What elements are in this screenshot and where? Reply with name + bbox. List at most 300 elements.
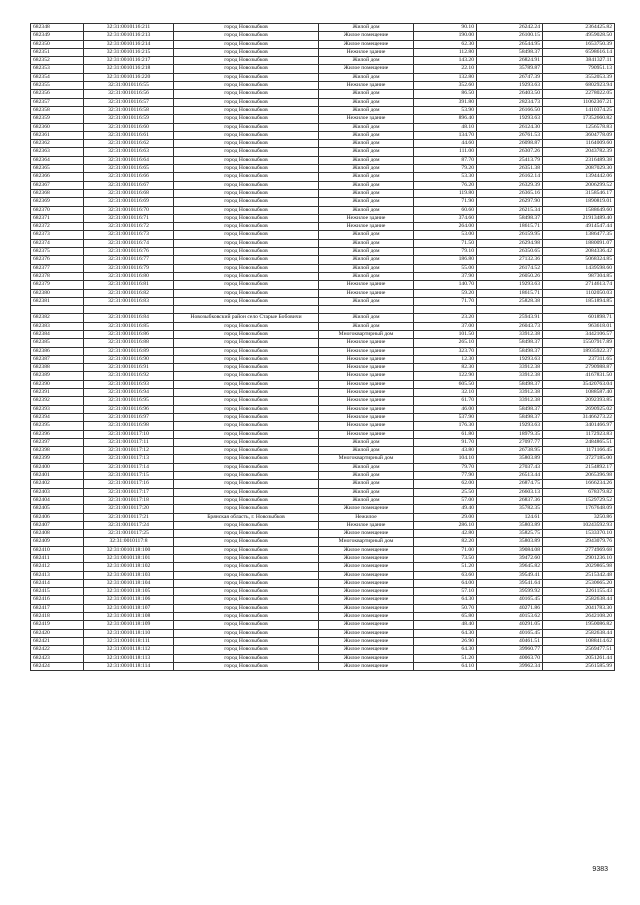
table-row [31,256,615,264]
table-cell: 55.00 [414,264,477,272]
table-cell: город Новозыбков [174,530,319,538]
table-cell: Нежилое здание [319,521,414,529]
table-cell: 682353 [31,65,84,73]
table-cell: 682424 [31,662,84,670]
table-cell: 682372 [31,223,84,231]
table-cell: 2041783.30 [543,604,615,612]
table-cell: город Новозыбков [174,32,319,40]
table-cell: 87.70 [414,156,477,164]
table-cell: 77.90 [414,472,477,480]
table-cell: город Новозыбков [174,239,319,247]
table-cell: 32:31:0010118:114 [84,662,174,670]
table-cell: город Новозыбков [174,604,319,612]
table-row [31,405,615,413]
table-cell: 3552053.39 [543,73,615,81]
table-cell: 682362 [31,140,84,148]
table-row [31,165,615,173]
table-cell: 32:31:0010116:67 [84,181,174,189]
table-cell: 3401466.97 [543,422,615,430]
table-cell: 678379.82 [543,488,615,496]
table-cell: Нежилое здание [319,422,414,430]
table-cell: город Новозыбков [174,256,319,264]
table-cell: 18615.71 [477,289,543,297]
table-row [31,413,615,421]
table-cell: 32:31:0010116:96 [84,405,174,413]
table-row [31,372,615,380]
table-cell: 32:31:0010116:62 [84,140,174,148]
table-cell: 4167831.50 [543,372,615,380]
table-cell: 2530665.20 [543,579,615,587]
table-cell: 682420 [31,629,84,637]
table-cell: Жилой дом [319,57,414,65]
table-cell: 44.60 [414,140,477,148]
table-cell: 26050.26 [477,272,543,280]
table-cell: Жилой дом [319,123,414,131]
table-cell: город Новозыбков [174,214,319,222]
table-cell: 26215.34 [477,206,543,214]
table-cell: 32:31:0010117:24 [84,521,174,529]
table-cell: 26761.53 [477,131,543,139]
table-cell: 682402 [31,480,84,488]
table-cell: 31466273.22 [543,413,615,421]
table-cell: город Новозыбков [174,629,319,637]
table-cell: 682407 [31,521,84,529]
table-row [31,571,615,579]
table-cell: 32:31:0010118:108 [84,613,174,621]
table-row [31,438,615,446]
table-cell: 23.20 [414,314,477,322]
table-cell: 1088587.40 [543,389,615,397]
table-cell: 391.80 [414,98,477,106]
table-cell: 32:31:0010117:12 [84,447,174,455]
table-cell: 682413 [31,571,84,579]
table-cell: 3841327.11 [543,57,615,65]
table-cell: 61.80 [414,430,477,438]
table-cell: 26307.26 [477,148,543,156]
table-cell: 51.20 [414,563,477,571]
table-body [31,24,615,671]
table-row [31,231,615,239]
table-cell: 682409 [31,538,84,546]
table-cell: город Новозыбков [174,380,319,388]
table-row [31,604,615,612]
table-cell: 32:31:0010117:20 [84,505,174,513]
table-cell: 26242.24 [477,24,543,32]
table-cell: 82.20 [414,538,477,546]
table-cell: Нежилое здание [319,289,414,297]
table-row [31,455,615,463]
table-row [31,148,615,156]
table-cell: Жилое помещение [319,563,414,571]
table-cell: 3158546.17 [543,189,615,197]
table-cell: 64.10 [414,662,477,670]
table-cell: 32:31:0010116:90 [84,355,174,363]
table-cell: город Новозыбков [174,65,319,73]
table-cell: Нежилое здание [319,115,414,123]
table-cell: 25413.79 [477,156,543,164]
table-cell: 79.70 [414,463,477,471]
table-cell: город Новозыбков [174,322,319,330]
table-cell: 60.60 [414,206,477,214]
table-row [31,596,615,604]
table-cell: Жилой дом [319,148,414,156]
table-cell: город Новозыбков [174,165,319,173]
table-cell: 132.80 [414,73,477,81]
table-row [31,73,615,81]
table-cell: 86.50 [414,90,477,98]
table-cell: 32:31:0010117:17 [84,488,174,496]
table-row [31,505,615,513]
table-cell: 682385 [31,339,84,347]
table-cell: 32:31:0010117:21 [84,513,174,521]
table-row [31,347,615,355]
table-cell: 32:31:0010118:103 [84,571,174,579]
table-cell: 1890819.01 [543,198,615,206]
table-cell: 35803.89 [477,455,543,463]
table-cell: 26.90 [414,637,477,645]
table-cell: Жилой дом [319,264,414,272]
table-cell [319,306,414,314]
table-cell: 32:31:0010117:11 [84,438,174,446]
table-cell: 682418 [31,613,84,621]
table-cell: 58498.37 [477,380,543,388]
table-cell: город Новозыбков [174,563,319,571]
table-row [31,90,615,98]
table-cell: 71.50 [414,239,477,247]
table-row [31,447,615,455]
table-row [31,131,615,139]
table-cell: 32:31:0010116:88 [84,339,174,347]
table-cell: 57.10 [414,588,477,596]
table-cell: 682377 [31,264,84,272]
table-cell: 122.90 [414,372,477,380]
table-cell: 682354 [31,73,84,81]
table-cell: 26162.14 [477,173,543,181]
table-cell: город Новозыбков [174,455,319,463]
table-cell: 32:31:0010116:83 [84,297,174,305]
table-cell: город Новозыбков [174,98,319,106]
table-row [31,538,615,546]
table-cell: город Новозыбков [174,397,319,405]
table-cell: Жилое помещение [319,555,414,563]
table-row [31,306,615,314]
table-cell: 2261155.43 [543,588,615,596]
table-cell: 26098.87 [477,140,543,148]
table-cell: город Новозыбков [174,156,319,164]
table-cell: город Новозыбков [174,372,319,380]
table-row [31,496,615,504]
table-cell: 682379 [31,281,84,289]
table-row [31,272,615,280]
table-cell: 26100.15 [477,32,543,40]
table-row [31,662,615,670]
table-cell: Нежилое здание [319,380,414,388]
table-cell: 32:31:0010116:82 [84,289,174,297]
table-cell: Нежилое здание [319,223,414,231]
table-cell: город Новозыбков [174,206,319,214]
table-cell: город Новозыбков [174,463,319,471]
table-cell: Жилой дом [319,297,414,305]
table-cell: 32:31:0010116:55 [84,82,174,90]
table-cell: 1666234.26 [543,480,615,488]
table-cell: 682403 [31,488,84,496]
table-cell: 71.70 [414,297,477,305]
table-cell: город Новозыбков [174,106,319,114]
table-cell: 1256578.83 [543,123,615,131]
table-cell: город Новозыбков [174,496,319,504]
table-cell: 2364425.82 [543,24,615,32]
table-cell: 26403.50 [477,90,543,98]
document-page [30,23,612,671]
table-cell: 682417 [31,604,84,612]
table-cell: 4959028.50 [543,32,615,40]
table-cell: 33912.38 [477,364,543,372]
table-cell: Жилой дом [319,156,414,164]
table-cell: 32:31:0010116:95 [84,397,174,405]
table-cell: 37.00 [414,322,477,330]
table-cell: 111.00 [414,148,477,156]
table-cell: город Новозыбков [174,389,319,397]
table-cell: 32:31:0010116:60 [84,123,174,131]
table-cell: 2582638.44 [543,596,615,604]
table-cell: город Новозыбков [174,438,319,446]
table-cell: 26043.73 [477,322,543,330]
table-cell: 682408 [31,530,84,538]
table-row [31,82,615,90]
table-cell: Жилой дом [319,272,414,280]
table-cell: 32:31:0010116:211 [84,24,174,32]
table-row [31,397,615,405]
table-cell: 35825.75 [477,530,543,538]
table-cell: 22.10 [414,65,477,73]
table-cell: 35803.89 [477,538,543,546]
table-cell: 682399 [31,455,84,463]
table-cell: город Новозыбков [174,447,319,455]
table-cell: Жилое помещение [319,613,414,621]
table-cell: 1102050.03 [543,289,615,297]
table-cell: Жилой дом [319,322,414,330]
table-cell: город Новозыбков [174,546,319,554]
table-cell: 35782.35 [477,505,543,513]
table-cell: 1088414.62 [543,637,615,645]
table-row [31,637,615,645]
table-row [31,181,615,189]
table-cell: город Новозыбков [174,90,319,98]
table-cell [84,306,174,314]
table-cell: 26513.44 [477,472,543,480]
table-cell: город Новозыбков [174,662,319,670]
table-cell: 43.80 [414,447,477,455]
table-cell: 32:31:0010116:214 [84,40,174,48]
table-cell: 19293.63 [477,82,543,90]
table-cell: 682404 [31,496,84,504]
table-cell: 1172923.83 [543,430,615,438]
table-cell: Жилое помещение [319,604,414,612]
table-cell: 71.90 [414,198,477,206]
table-cell: 32:31:0010116:74 [84,239,174,247]
table-cell: 58498.37 [477,48,543,56]
table-cell: 3727185.00 [543,455,615,463]
table-cell: 104.10 [414,455,477,463]
table-cell: 1394442.06 [543,173,615,181]
table-cell: 12.30 [414,355,477,363]
table-row [31,646,615,654]
table-cell: Жилой дом [319,472,414,480]
table-cell: 682365 [31,165,84,173]
table-cell: 682401 [31,472,84,480]
table-cell: Жилое помещение [319,646,414,654]
table-cell: 48.40 [414,621,477,629]
table-cell: 39549.41 [477,571,543,579]
table-cell: 33912.38 [477,389,543,397]
table-cell: 682398 [31,447,84,455]
table-cell: 27037.43 [477,463,543,471]
table-cell: Жилой дом [319,480,414,488]
table-cell: 682410 [31,546,84,554]
table-cell: 101.50 [414,330,477,338]
table-cell: 1164009.60 [543,140,615,148]
table-cell [414,306,477,314]
table-cell: 2901236.10 [543,555,615,563]
table-cell: 32:31:0010116:70 [84,206,174,214]
table-cell: город Новозыбков [174,637,319,645]
table-cell: город Новозыбков [174,488,319,496]
table-cell: Жилой дом [319,488,414,496]
table-cell: город Новозыбков [174,272,319,280]
table-cell: Нежилое здание [319,48,414,56]
table-cell: 40461.51 [477,637,543,645]
table-cell: 265.10 [414,339,477,347]
table-cell: город Новозыбков [174,505,319,513]
table-cell: 5068324.85 [543,256,615,264]
table-cell: 32:31:0010116:94 [84,389,174,397]
table-cell: Жилой дом [319,90,414,98]
table-cell: 62.00 [414,480,477,488]
table-cell: 2316489.38 [543,156,615,164]
table-row [31,430,615,438]
table-cell: 682392 [31,397,84,405]
table-cell: город Новозыбков [174,123,319,131]
table-cell: 1767648.09 [543,505,615,513]
table-cell: 46.00 [414,405,477,413]
table-cell: город Новозыбков [174,24,319,32]
table-row [31,629,615,637]
table-cell: Жилой дом [319,248,414,256]
table-cell: 18979.35 [477,430,543,438]
table-cell: Жилой дом [319,314,414,322]
table-cell: город Новозыбков [174,571,319,579]
table-cell: 682388 [31,364,84,372]
table-cell: 682378 [31,272,84,280]
table-row [31,48,615,56]
table-cell: 682364 [31,156,84,164]
table-cell: 896.40 [414,115,477,123]
table-cell: 32:31:0010118:100 [84,546,174,554]
table-cell: 2790988.87 [543,364,615,372]
table-cell: Жилой дом [319,165,414,173]
table-cell: 682396 [31,430,84,438]
table-row [31,65,615,73]
table-cell: город Новозыбков [174,173,319,181]
table-cell: 682358 [31,106,84,114]
table-cell: Жилой дом [319,463,414,471]
table-cell: 32:31:0010116:59 [84,115,174,123]
table-cell: 32:31:0010116:66 [84,173,174,181]
table-cell: 32:31:0010116:85 [84,322,174,330]
table-cell: 682400 [31,463,84,471]
table-cell: Нежилое здание [319,397,414,405]
table-cell: 18935922.37 [543,347,615,355]
table-cell: 32:31:0010116:91 [84,364,174,372]
table-cell: 40165.45 [477,596,543,604]
table-cell: 32:31:0010118:102 [84,563,174,571]
table-cell: 1880091.07 [543,239,615,247]
table-cell: город Новозыбков [174,40,319,48]
table-row [31,198,615,206]
table-cell: Новозыбковский район село Старые Бобовичи [174,314,319,322]
table-cell: 32:31:0010116:79 [84,264,174,272]
table-cell: 2154892.17 [543,463,615,471]
table-cell: Жилое помещение [319,571,414,579]
table-cell: город Новозыбков [174,140,319,148]
table-cell: Жилой дом [319,106,414,114]
table-cell: 25943.91 [477,314,543,322]
table-cell: 682350 [31,40,84,48]
table-cell: 91.70 [414,438,477,446]
table-cell: 32:31:0010117:14 [84,463,174,471]
table-cell: Жилой дом [319,181,414,189]
table-cell: 59.20 [414,289,477,297]
table-cell: 32:31:0010117:13 [84,455,174,463]
table-cell: 682369 [31,198,84,206]
table-cell: 682352 [31,57,84,65]
table-cell: город Новозыбков [174,115,319,123]
table-cell: 32:31:0010116:220 [84,73,174,81]
table-cell: 40291.05 [477,621,543,629]
table-cell: 32:31:0010117:16 [84,480,174,488]
table-cell: 25.50 [414,488,477,496]
table-cell: Нежилое здание [319,281,414,289]
table-cell: 40271.86 [477,604,543,612]
table-row [31,463,615,471]
table-cell: город Новозыбков [174,198,319,206]
table-cell: Нежилое здание [319,339,414,347]
table-cell: 264.00 [414,223,477,231]
table-cell: город Новозыбков [174,148,319,156]
table-cell: город Новозыбков [174,472,319,480]
table-cell: Жилой дом [319,206,414,214]
table-cell: 37.90 [414,272,477,280]
table-cell: 2065396.98 [543,472,615,480]
table-cell: Жилой дом [319,98,414,106]
table-cell: 286.10 [414,521,477,529]
table-cell: 2561585.99 [543,662,615,670]
table-cell: город Новозыбков [174,646,319,654]
table-cell: Жилой дом [319,231,414,239]
table-cell: 32:31:0010116:80 [84,272,174,280]
table-cell: город Новозыбков [174,364,319,372]
table-cell: 26124.30 [477,123,543,131]
table-row [31,206,615,214]
table-cell: 26824.91 [477,57,543,65]
table-row [31,422,615,430]
table-row [31,297,615,305]
table-cell: 32:31:0010116:56 [84,90,174,98]
table-cell: 682373 [31,231,84,239]
table-cell: 32:31:0010118:110 [84,629,174,637]
table-cell: Жилой дом [319,239,414,247]
table-cell: 65.80 [414,613,477,621]
